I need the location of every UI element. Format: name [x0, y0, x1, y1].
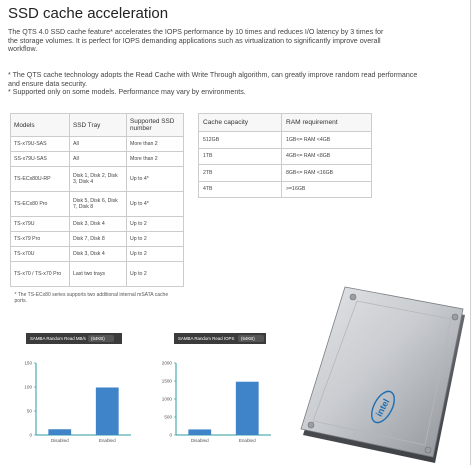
intro-paragraph: The QTS 4.0 SSD cache feature* accelerates the IOPS performance by 10 times and reduces I/O latency by 3 times for the storage volumes. It is perfect for IOPS demanding applications such as virtualization to significantly improve overall workflow.: [8, 28, 384, 54]
number-cell: Up to 2: [127, 262, 184, 287]
table-row: [11, 232, 184, 247]
y-tick-label: 50: [26, 408, 32, 414]
ram-cell: 1GB<= RAM <4GB: [282, 132, 372, 149]
number-cell: Up to 4*: [127, 192, 184, 217]
header-ram-requirement: RAM requirement: [282, 114, 372, 132]
y-tick-label: 150: [24, 360, 32, 366]
y-tick-label: 1500: [161, 378, 172, 384]
number-cell: Up to 2: [127, 232, 184, 247]
page-title: SSD cache acceleration: [8, 5, 169, 22]
y-tick-label: 0: [29, 432, 32, 438]
tray-cell: Disk 3, Disk 4: [70, 247, 127, 262]
model-cell: SS-x79U-SAS: [11, 152, 70, 167]
chart-title: SAMBA Random Read MB/s: [30, 336, 86, 341]
number-cell: More than 2: [127, 137, 184, 152]
chart-read-iops: [146, 325, 301, 455]
chart-title: SAMBA Random Read IOPS: [178, 336, 235, 341]
supported-models-table: [10, 113, 184, 308]
table-row: [11, 137, 184, 152]
y-tick-label: 500: [164, 414, 172, 420]
bar-disabled: [188, 429, 211, 435]
table-row: [199, 148, 372, 165]
table-row: [11, 217, 184, 232]
tray-cell: Disk 3, Disk 4: [70, 217, 127, 232]
capacity-cell: 4TB: [199, 181, 282, 198]
capacity-cell: 2TB: [199, 165, 282, 182]
y-tick-label: 100: [24, 384, 32, 390]
bar-disabled: [48, 429, 71, 435]
footnote-row: [11, 287, 184, 309]
tray-cell: Disk 7, Disk 8: [70, 232, 127, 247]
model-cell: TS-x70 / TS-x70 Pro: [11, 262, 70, 287]
model-cell: TS-x79U-SAS: [11, 137, 70, 152]
header-supported-ssd-number: Supported SSD number: [127, 114, 184, 137]
table-row: [11, 152, 184, 167]
table-row: [11, 262, 184, 287]
table-row: [199, 181, 372, 198]
table-row: [199, 165, 372, 182]
x-category-label: Disabled: [50, 438, 69, 443]
y-tick-label: 0: [169, 432, 172, 438]
header-models: Models: [11, 114, 70, 137]
capacity-cell: 1TB: [199, 148, 282, 165]
table-row: [199, 132, 372, 149]
number-cell: Up to 4*: [127, 167, 184, 192]
bar-enabled: [236, 382, 259, 435]
note-supported-models: * Supported only on some models. Performance may vary by environments.: [8, 88, 246, 97]
tray-cell: Last two trays: [70, 262, 127, 287]
table-row: [11, 192, 184, 217]
tray-cell: Disk 1, Disk 2, Disk 3, Disk 4: [70, 167, 127, 192]
note-read-cache: * The QTS cache technology adopts the Read Cache with Write Through algorithm, can greatly improve random read performance and ensure data security.: [8, 71, 418, 88]
ram-cell: >=16GB: [282, 181, 372, 198]
intel-logo-text: intel: [373, 397, 392, 419]
model-cell: TS-x70U: [11, 247, 70, 262]
tray-cell: Disk 5, Disk 6, Disk 7, Disk 8: [70, 192, 127, 217]
number-cell: Up to 2: [127, 217, 184, 232]
ssd-drive-image: [295, 255, 470, 465]
y-tick-label: 2000: [161, 360, 172, 366]
cache-header-row: [199, 114, 372, 132]
cache-capacity-table: [198, 113, 372, 198]
x-category-label: Enabled: [98, 438, 116, 443]
header-ssd-tray: SSD Tray: [70, 114, 127, 137]
table-row: [11, 167, 184, 192]
notes: [8, 71, 418, 97]
x-category-label: Enabled: [238, 438, 256, 443]
bar-enabled: [96, 387, 119, 435]
capacity-cell: 512GB: [199, 132, 282, 149]
model-cell: TS-x79 Pro: [11, 232, 70, 247]
table-row: [11, 247, 184, 262]
models-header-row: [11, 114, 184, 137]
y-tick-label: 1000: [161, 396, 172, 402]
tray-cell: All: [70, 152, 127, 167]
header-cache-capacity: Cache capacity: [199, 114, 282, 132]
models-footnote: * The TS-ECx80 series supports two additional internal mSATA cache ports.: [14, 291, 169, 304]
number-cell: Up to 2: [127, 247, 184, 262]
tray-cell: All: [70, 137, 127, 152]
ram-cell: 8GB<= RAM <16GB: [282, 165, 372, 182]
ram-cell: 4GB<= RAM <8GB: [282, 148, 372, 165]
chart-badge-text: (64KB): [241, 336, 255, 341]
model-cell: TS-ECx80U-RP: [11, 167, 70, 192]
model-cell: TS-x79U: [11, 217, 70, 232]
chart-read-mbs: [6, 325, 161, 455]
number-cell: More than 2: [127, 152, 184, 167]
model-cell: TS-ECx80 Pro: [11, 192, 70, 217]
chart-badge-text: (64KB): [91, 336, 105, 341]
x-category-label: Disabled: [190, 438, 209, 443]
